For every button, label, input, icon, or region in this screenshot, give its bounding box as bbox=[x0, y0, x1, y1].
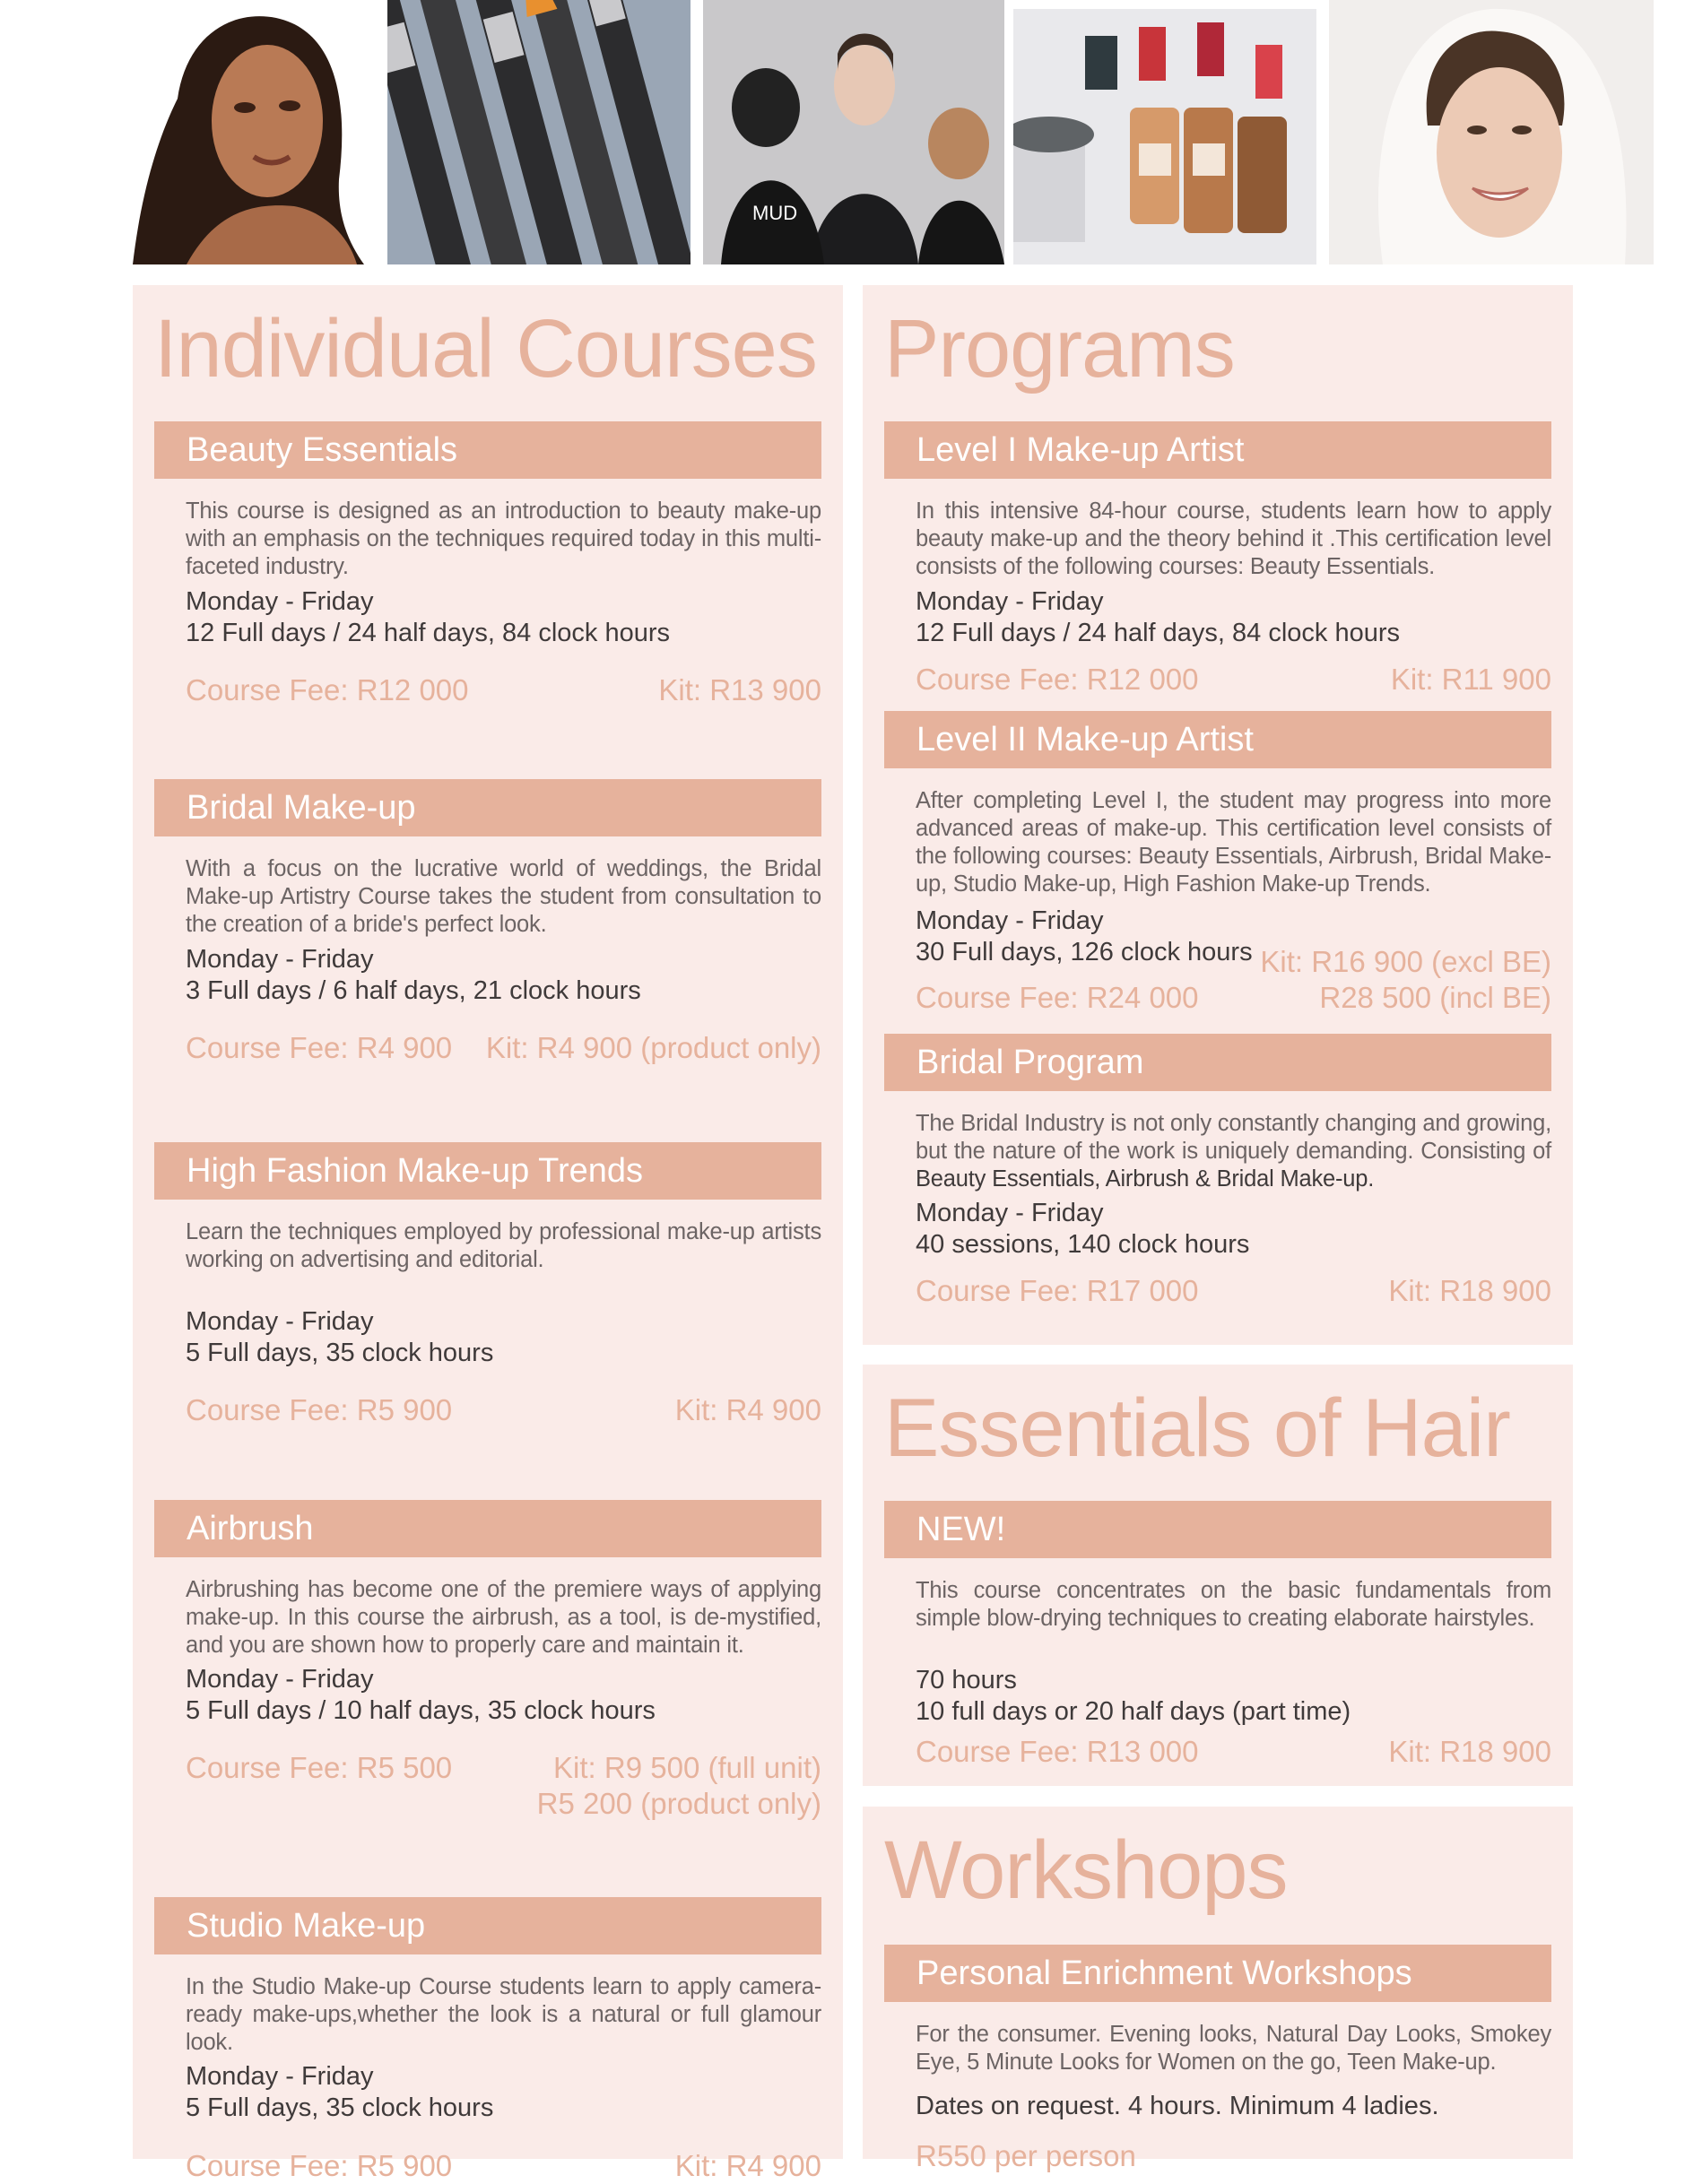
course-description: In the Studio Make-up Course students learn to apply camera-ready make-ups,whether the look is a natural or full glamour look. bbox=[186, 1974, 821, 2055]
workshop-dates: Dates on request. 4 hours. Minimum 4 ladies. bbox=[916, 2092, 1439, 2120]
course-description: With a focus on the lucrative world of weddings, the Bridal Make-up Artistry Course takes the student from consultation to the creation of a bride's perfect look. bbox=[186, 856, 821, 937]
course-kit: Kit: R13 900 bbox=[658, 673, 821, 706]
program-kit-secondary: R28 500 (incl BE) bbox=[1319, 981, 1551, 1014]
course-header-high-fashion: High Fashion Make-up Trends bbox=[154, 1142, 821, 1200]
workshops-panel bbox=[863, 1807, 1573, 2172]
hair-description: This course concentrates on the basic fundamentals from simple blow-drying techniques to creating elaborate hairstyles. bbox=[916, 1578, 1551, 1631]
course-kit: Kit: R4 900 bbox=[674, 2149, 821, 2182]
program-days: Monday - Friday bbox=[916, 1199, 1104, 1227]
program-description: In this intensive 84-hour course, students learn how to apply beauty make-up and the theory behind it .This certification level consists of the following courses: Beauty Essentials. bbox=[916, 498, 1551, 579]
course-description: Airbrushing has become one of the premiere ways of applying make-up. In this course the airbrush, as a tool, is de-mystified, and you are shown how to properly care and maintain it. bbox=[186, 1577, 821, 1658]
program-kit: Kit: R18 900 bbox=[1388, 1274, 1551, 1307]
svg-text:MUD: MUD bbox=[752, 202, 798, 224]
model-portrait-photo bbox=[79, 0, 364, 264]
program-header-bridal: Bridal Program bbox=[884, 1034, 1551, 1091]
program-fee: Course Fee: R17 000 bbox=[916, 1274, 1199, 1307]
program-fee: Course Fee: R12 000 bbox=[916, 663, 1199, 696]
foundation-bottles-photo bbox=[1013, 9, 1316, 264]
course-days: Monday - Friday bbox=[186, 1307, 374, 1336]
hair-course-header: NEW! bbox=[884, 1501, 1551, 1558]
course-header-beauty-essentials: Beauty Essentials bbox=[154, 421, 821, 479]
workshops-title: Workshops bbox=[884, 1824, 1288, 1916]
course-duration: 5 Full days, 35 clock hours bbox=[186, 2093, 494, 2122]
hair-panel bbox=[863, 1365, 1573, 1786]
hair-kit: Kit: R18 900 bbox=[1388, 1735, 1551, 1768]
program-kit: Kit: R16 900 (excl BE) bbox=[1260, 945, 1551, 978]
programs-title: Programs bbox=[884, 303, 1235, 394]
workshop-description: For the consumer. Evening looks, Natural Day Looks, Smokey Eye, 5 Minute Looks for Women on the go, Teen Make-up. bbox=[916, 2022, 1551, 2075]
program-description-text: The Bridal Industry is not only constantly changing and growing, but the nature of the work is uniquely demanding. Consisting of bbox=[916, 1111, 1551, 1164]
course-duration: 3 Full days / 6 half days, 21 clock hours bbox=[186, 976, 641, 1005]
course-description: This course is designed as an introduction to beauty make-up with an emphasis on the techniques required today in this multi-faceted industry. bbox=[186, 498, 821, 579]
course-fee: Course Fee: R5 900 bbox=[186, 1393, 453, 1426]
course-days: Monday - Friday bbox=[186, 2062, 374, 2091]
course-description: Learn the techniques employed by professional make-up artists working on advertising and editorial. bbox=[186, 1219, 821, 1272]
course-kit-secondary: R5 200 (product only) bbox=[536, 1787, 821, 1820]
program-duration: 40 sessions, 140 clock hours bbox=[916, 1230, 1250, 1259]
course-fee: Course Fee: R12 000 bbox=[186, 673, 469, 706]
course-duration: 5 Full days, 35 clock hours bbox=[186, 1339, 494, 1367]
course-kit: Kit: R9 500 (full unit) bbox=[553, 1751, 821, 1784]
hair-fee: Course Fee: R13 000 bbox=[916, 1735, 1199, 1768]
program-days: Monday - Friday bbox=[916, 587, 1104, 616]
hair-hours: 70 hours bbox=[916, 1666, 1017, 1694]
program-fee: Course Fee: R24 000 bbox=[916, 981, 1199, 1014]
program-header-level-1: Level I Make-up Artist bbox=[884, 421, 1551, 479]
course-header-bridal-makeup: Bridal Make-up bbox=[154, 779, 821, 836]
course-header-studio-makeup: Studio Make-up bbox=[154, 1897, 821, 1954]
program-days: Monday - Friday bbox=[916, 906, 1104, 935]
course-days: Monday - Friday bbox=[186, 587, 374, 616]
course-days: Monday - Friday bbox=[186, 945, 374, 974]
course-fee: Course Fee: R5 900 bbox=[186, 2149, 453, 2182]
program-duration: 30 Full days, 126 clock hours bbox=[916, 938, 1253, 966]
course-days: Monday - Friday bbox=[186, 1665, 374, 1694]
hair-duration: 10 full days or 20 half days (part time) bbox=[916, 1697, 1351, 1726]
course-kit: Kit: R4 900 bbox=[674, 1393, 821, 1426]
brushes-photo bbox=[387, 0, 691, 264]
course-fee: Course Fee: R5 500 bbox=[186, 1751, 453, 1784]
workshop-header: Personal Enrichment Workshops bbox=[884, 1945, 1551, 2002]
course-duration: 12 Full days / 24 half days, 84 clock hours bbox=[186, 619, 671, 647]
individual-courses-panel bbox=[133, 285, 843, 2182]
programs-panel bbox=[863, 285, 1573, 1345]
program-description: After completing Level I, the student may progress into more advanced areas of make-up. This certification level consists of the following courses: Beauty Essentials, Airbrush, Bridal Make-up, Studio Make-up, High Fashion Make-up Trends. bbox=[916, 788, 1551, 897]
program-description-emphasis: Beauty Essentials, Airbrush & Bridal Make-up. bbox=[916, 1166, 1375, 1192]
course-fee: Course Fee: R4 900 bbox=[186, 1031, 453, 1064]
bride-photo bbox=[1329, 0, 1654, 264]
program-kit: Kit: R11 900 bbox=[1390, 663, 1551, 696]
program-description bbox=[916, 1110, 1551, 1193]
hair-title: Essentials of Hair bbox=[884, 1382, 1510, 1474]
classroom-photo bbox=[703, 0, 1004, 264]
course-kit: Kit: R4 900 (product only) bbox=[485, 1031, 821, 1064]
workshop-fee: R550 per person bbox=[916, 2139, 1136, 2172]
course-duration: 5 Full days / 10 half days, 35 clock hours bbox=[186, 1696, 656, 1725]
individual-courses-title: Individual Courses bbox=[154, 303, 817, 394]
program-duration: 12 Full days / 24 half days, 84 clock hours bbox=[916, 619, 1401, 647]
program-header-level-2: Level II Make-up Artist bbox=[884, 711, 1551, 768]
course-header-airbrush: Airbrush bbox=[154, 1500, 821, 1557]
